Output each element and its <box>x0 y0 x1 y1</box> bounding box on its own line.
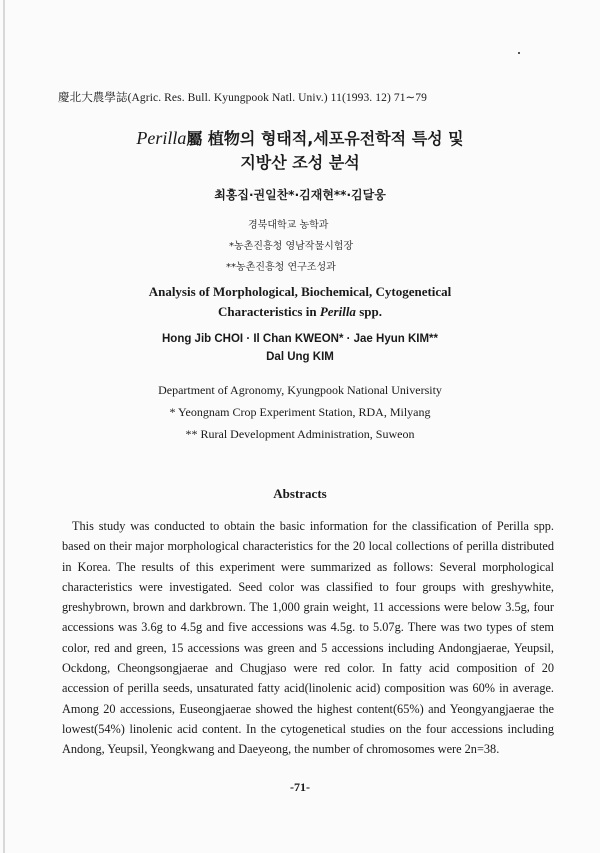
english-affiliation-2: * Yeongnam Crop Experiment Station, RDA, Milyang <box>169 405 431 419</box>
english-authors-line-1: Hong Jib CHOI · Il Chan KWEON* · Jae Hyun KIM** <box>161 333 439 345</box>
korean-affiliation-3: **농촌진흥청 연구조성과 <box>226 262 336 273</box>
korean-title-rest: 屬 植物의 형태적,세포유전학적 특성 및 <box>186 129 464 148</box>
english-title-genus: Perilla <box>319 304 356 319</box>
korean-title-genus: Perilla <box>136 128 187 148</box>
journal-citation: 慶北大農學誌(Agric. Res. Bull. Kyungpook Natl. Univ.) 11(1993. 12) 71∼79 <box>58 92 427 104</box>
english-title-line-2 <box>0 304 600 320</box>
english-title-line-1: Analysis of Morphological, Biochemical, Cytogenetical <box>148 284 452 299</box>
korean-authors: 최홍집·권일찬*·김재현**·김달웅 <box>214 188 386 202</box>
korean-title-line-1 <box>0 126 600 149</box>
page-number: -71- <box>290 780 310 794</box>
korean-title-line-2: 지방산 조성 분석 <box>240 153 360 172</box>
english-title-prefix: Characteristics in <box>218 304 320 319</box>
english-affiliation-1: Department of Agronomy, Kyungpook National University <box>158 383 442 397</box>
scan-speck <box>518 52 520 54</box>
english-affiliation-3: ** Rural Development Administration, Suweon <box>185 427 415 441</box>
korean-affiliation-1: 경북대학교 농학과 <box>248 220 329 231</box>
abstract-body: This study was conducted to obtain the basic information for the classification of Perilla spp. based on their major morphological characteristics for the 20 local collections of perilla distributed in Korea. The results of this experiment were summarized as follows: Several morphological characteristics were investigated. Seed color was classified to four groups with greshywhite, greshybrown, brown and darkbrown. The 1,000 grain weight, 11 accessions were below 3.5g, four accessions was 3.6g to 4.5g and five accessions was 4.5g. to 5.07g. There was two types of stem color, red and green, 15 accessions was green and 5 accessions including Andongjaerae, Yeupsil, Ockdong, Cheongsongjaerae and Chugjaso were red color. In fatty acid composition of 20 accession of perilla seeds, unsaturated fatty acid(linolenic acid) composition was 60% in average. Among 20 accessions, Euseongjaerae showed the highest content(65%) and Yeongyangjaerae the lowest(54%) linolenic acid content. In the cytogenetical studies on the four accessions including Andong, Yeupsil, Yeongkwang and Daeyeong, the number of chromosomes were 2n=38. <box>62 519 554 757</box>
korean-affiliation-2: *농촌진흥청 영남작물시험장 <box>229 241 354 252</box>
english-title-suffix: spp. <box>355 304 382 319</box>
english-authors-line-2: Dal Ung KIM <box>266 351 334 363</box>
abstract-heading: Abstracts <box>273 486 327 501</box>
